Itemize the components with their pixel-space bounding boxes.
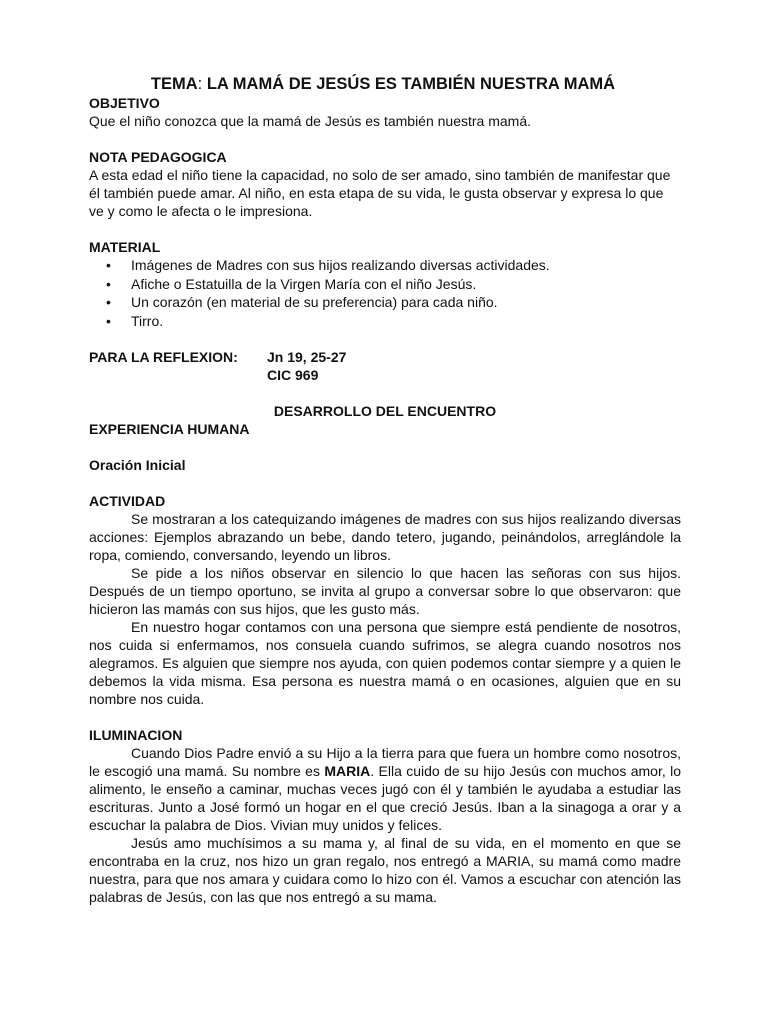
actividad-paragraph-2: Se pide a los niños observar en silencio lo que hacen las señoras con sus hijos. Después de un tiempo oportuno, se invita al grupo a conversar sobre lo que observaron: que hicieron las mamás con sus hijos, que les gusto más. [89, 565, 681, 617]
maria-emphasis: MARIA [324, 763, 371, 779]
experiencia-heading: EXPERIENCIA HUMANA [89, 421, 250, 437]
iluminacion-paragraph-1 [89, 744, 681, 834]
objetivo-text: Que el niño conozca que la mamá de Jesús es también nuestra mamá. [89, 113, 532, 129]
material-list [89, 256, 681, 330]
title-label: TEMA [150, 75, 198, 93]
page-title [85, 74, 681, 94]
reflexion-ref-cic: CIC 969 [267, 367, 319, 383]
iluminacion-paragraph-2: Jesús amo muchísimos a su mama y, al final de su vida, en el momento en que se encontraba en la cruz, nos hizo un gran regalo, nos entregó a MARIA, su mamá como madre nuestra, para que nos amara y cuidara como lo hizo con él. Vamos a escuchar con atención las palabras de Jesús, con las que nos entregó a su mama. [89, 835, 681, 905]
iluminacion-p1-end: . Ella cuido de su hijo Jesús con muchos amor, lo alimento, le enseño a caminar, muchas veces jugó con él y también le ayudaba a estudiar las escrituras. Junto a José formó un hogar en el que creció Jesús. Iban a la sinagoga a orar y a escuchar la palabra de Dios. Vivian muy unidos y felices. [89, 763, 682, 833]
oracion-heading: Oración Inicial [89, 457, 186, 473]
reflexion-ref-jn: Jn 19, 25-27 [267, 349, 347, 365]
title-separator: : [197, 75, 203, 93]
reflexion-label: PARA LA REFLEXION: [89, 349, 238, 365]
list-item: • Un corazón (en material de su preferencia) para cada niño. [131, 293, 681, 312]
reflexion-block [89, 348, 681, 384]
material-heading: MATERIAL [89, 239, 161, 255]
title-text: LA MAMÁ DE JESÚS ES TAMBIÉN NUESTRA MAMÁ [202, 75, 616, 93]
list-item: • Imágenes de Madres con sus hijos realizando diversas actividades. [131, 256, 681, 275]
actividad-heading: ACTIVIDAD [89, 493, 166, 509]
actividad-paragraph-1: Se mostraran a los catequizando imágenes de madres con sus hijos realizando diversas acciones: Ejemplos abrazando un bebe, dando tetero, jugando, peinándolos, arreglándole la ropa, comiendo, conversando, leyendo un libros. [89, 511, 681, 563]
objetivo-heading: OBJETIVO [89, 95, 160, 111]
desarrollo-heading: DESARROLLO DEL ENCUENTRO [273, 403, 497, 419]
list-item: • Afiche o Estatuilla de la Virgen María con el niño Jesús. [131, 275, 681, 294]
iluminacion-heading: ILUMINACION [89, 727, 183, 743]
list-item: • Tirro. [131, 312, 681, 331]
nota-heading: NOTA PEDAGOGICA [89, 149, 227, 165]
actividad-paragraph-3: En nuestro hogar contamos con una persona que siempre está pendiente de nosotros, nos cuida si enfermamos, nos consuela cuando sufrimos, se alegra cuando nosotros nos alegramos. Es alguien que siempre nos ayuda, con quien podemos contar siempre y a quien le debemos la vida misma. Esa persona es nuestra mamá o en ocasiones, alguien que en su nombre nos cuida. [89, 619, 681, 707]
document-page [89, 74, 681, 906]
iluminacion-p1-start: Cuando Dios Padre envió a su Hijo a la tierra para que fuera un hombre como nosotros, le escogió una mamá. Su nombre es [89, 745, 681, 779]
nota-text: A esta edad el niño tiene la capacidad, no solo de ser amado, sino también de manifestar que él también puede amar. Al niño, en esta etapa de su vida, le gusta observar y expresa lo que ve y como le afecta o le impresiona. [89, 167, 671, 219]
